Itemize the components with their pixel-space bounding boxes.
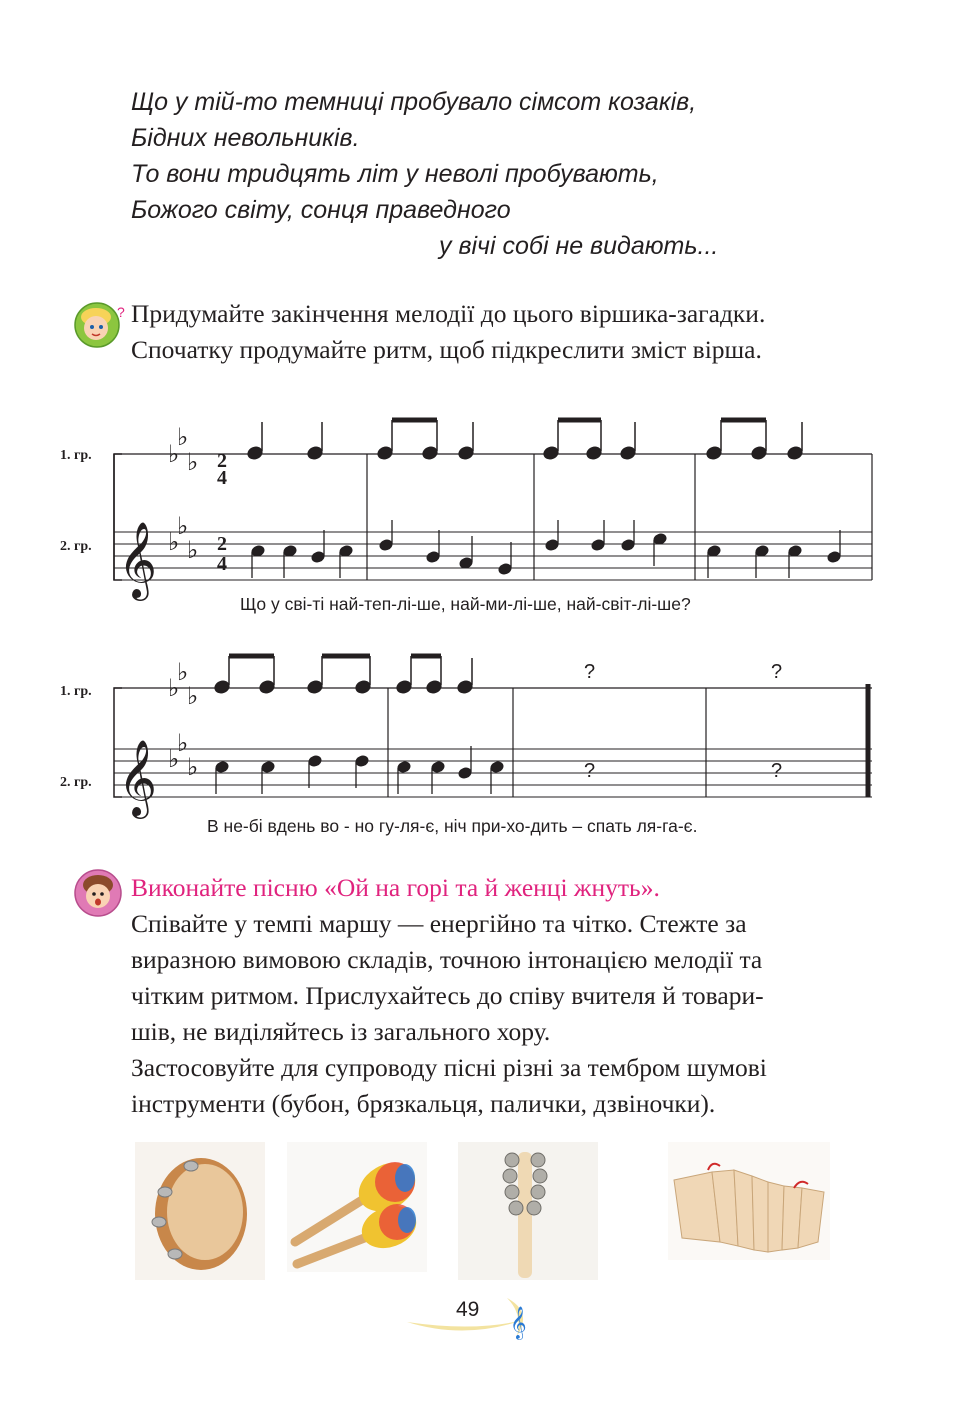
task1-text (131, 296, 891, 368)
poem-line: То вони тридцять літ у неволі пробувають, (131, 160, 659, 188)
time-bottom: 4 (217, 553, 227, 575)
song-title: Виконайте пісню «Ой на горі та й женці жнуть». (131, 873, 660, 902)
svg-text:♭: ♭ (187, 536, 199, 564)
svg-text:♭: ♭ (187, 753, 199, 781)
svg-text:♭: ♭ (187, 448, 199, 476)
task1-line: Спочатку продумайте ритм, щоб підкреслити зміст вірша. (131, 335, 762, 364)
tambourine-image (135, 1142, 265, 1280)
question-mark: ? (584, 760, 596, 782)
task2-line: виразною вимовою складів, точною інтонацією мелодії та (131, 945, 763, 974)
poem (131, 84, 831, 264)
task2-line: інструменти (бубон, брязкальця, палички, дзвіночки). (131, 1089, 716, 1118)
question-mark: ? (584, 661, 596, 683)
lyrics-line-2: В не-бі вдень во - но гу-ля-є, ніч при-хо-дить – спать ля-га-є. (207, 816, 698, 836)
poem-line: Божого світу, сонця праведного (131, 196, 511, 224)
treble-clef-icon (508, 1304, 528, 1340)
svg-text:♭: ♭ (177, 423, 189, 451)
svg-text:♭: ♭ (177, 729, 189, 757)
task2-line: чітким ритмом. Прислухайтесь до співу вчителя й товари- (131, 981, 764, 1010)
svg-text:♭: ♭ (177, 512, 189, 540)
jingle-stick-image (458, 1142, 598, 1280)
group1-label: 1. гр. (60, 448, 92, 463)
time-bottom: 4 (217, 467, 227, 489)
svg-text:♭: ♭ (168, 674, 180, 702)
maracas-image (287, 1142, 427, 1272)
task1-line: Придумайте закінчення мелодії до цього віршика-загадки. (131, 299, 766, 328)
group1-label: 1. гр. (60, 684, 92, 699)
time-top: 2 (217, 533, 227, 555)
task2-line: Застосовуйте для супроводу пісні різні за тембром шумові (131, 1053, 767, 1082)
svg-text:𝄞: 𝄞 (118, 739, 158, 816)
boy-thinking-icon (73, 299, 125, 349)
group2-label: 2. гр. (60, 775, 92, 790)
poem-line: Що у тій-то темниці пробувало сімсот козаків, (131, 88, 697, 116)
svg-text:𝄞: 𝄞 (510, 1306, 527, 1339)
task2-text (131, 870, 871, 1122)
question-mark: ? (771, 661, 783, 683)
score-system-1 (0, 410, 963, 620)
lyrics-line-1: Що у сві-ті най-теп-лі-ше, най-ми-лі-ше, най-світ-лі-ше? (240, 594, 691, 614)
question-mark: ? (771, 760, 783, 782)
svg-text:♭: ♭ (187, 682, 199, 710)
page-number: 49 (456, 1298, 480, 1321)
score-system-2 (0, 650, 963, 850)
svg-text:𝄞: 𝄞 (118, 521, 158, 598)
score-system-1-svg (0, 410, 963, 620)
clapper-sticks-image (668, 1142, 830, 1260)
boy-singing-icon (73, 868, 123, 918)
svg-text:♭: ♭ (168, 528, 180, 556)
group2-label: 2. гр. (60, 539, 92, 554)
task2-line: шів, не виділяйтесь із загального хору. (131, 1017, 551, 1046)
poem-line: у вічі собі не видають... (439, 232, 719, 260)
svg-text:♭: ♭ (168, 745, 180, 773)
svg-text:?: ? (117, 304, 125, 320)
task2-line: Співайте у темпі маршу — енергійно та чітко. Стежте за (131, 909, 747, 938)
time-top: 2 (217, 450, 227, 472)
svg-text:♭: ♭ (168, 440, 180, 468)
poem-line: Бідних невольників. (131, 124, 360, 152)
svg-text:♭: ♭ (177, 658, 189, 686)
